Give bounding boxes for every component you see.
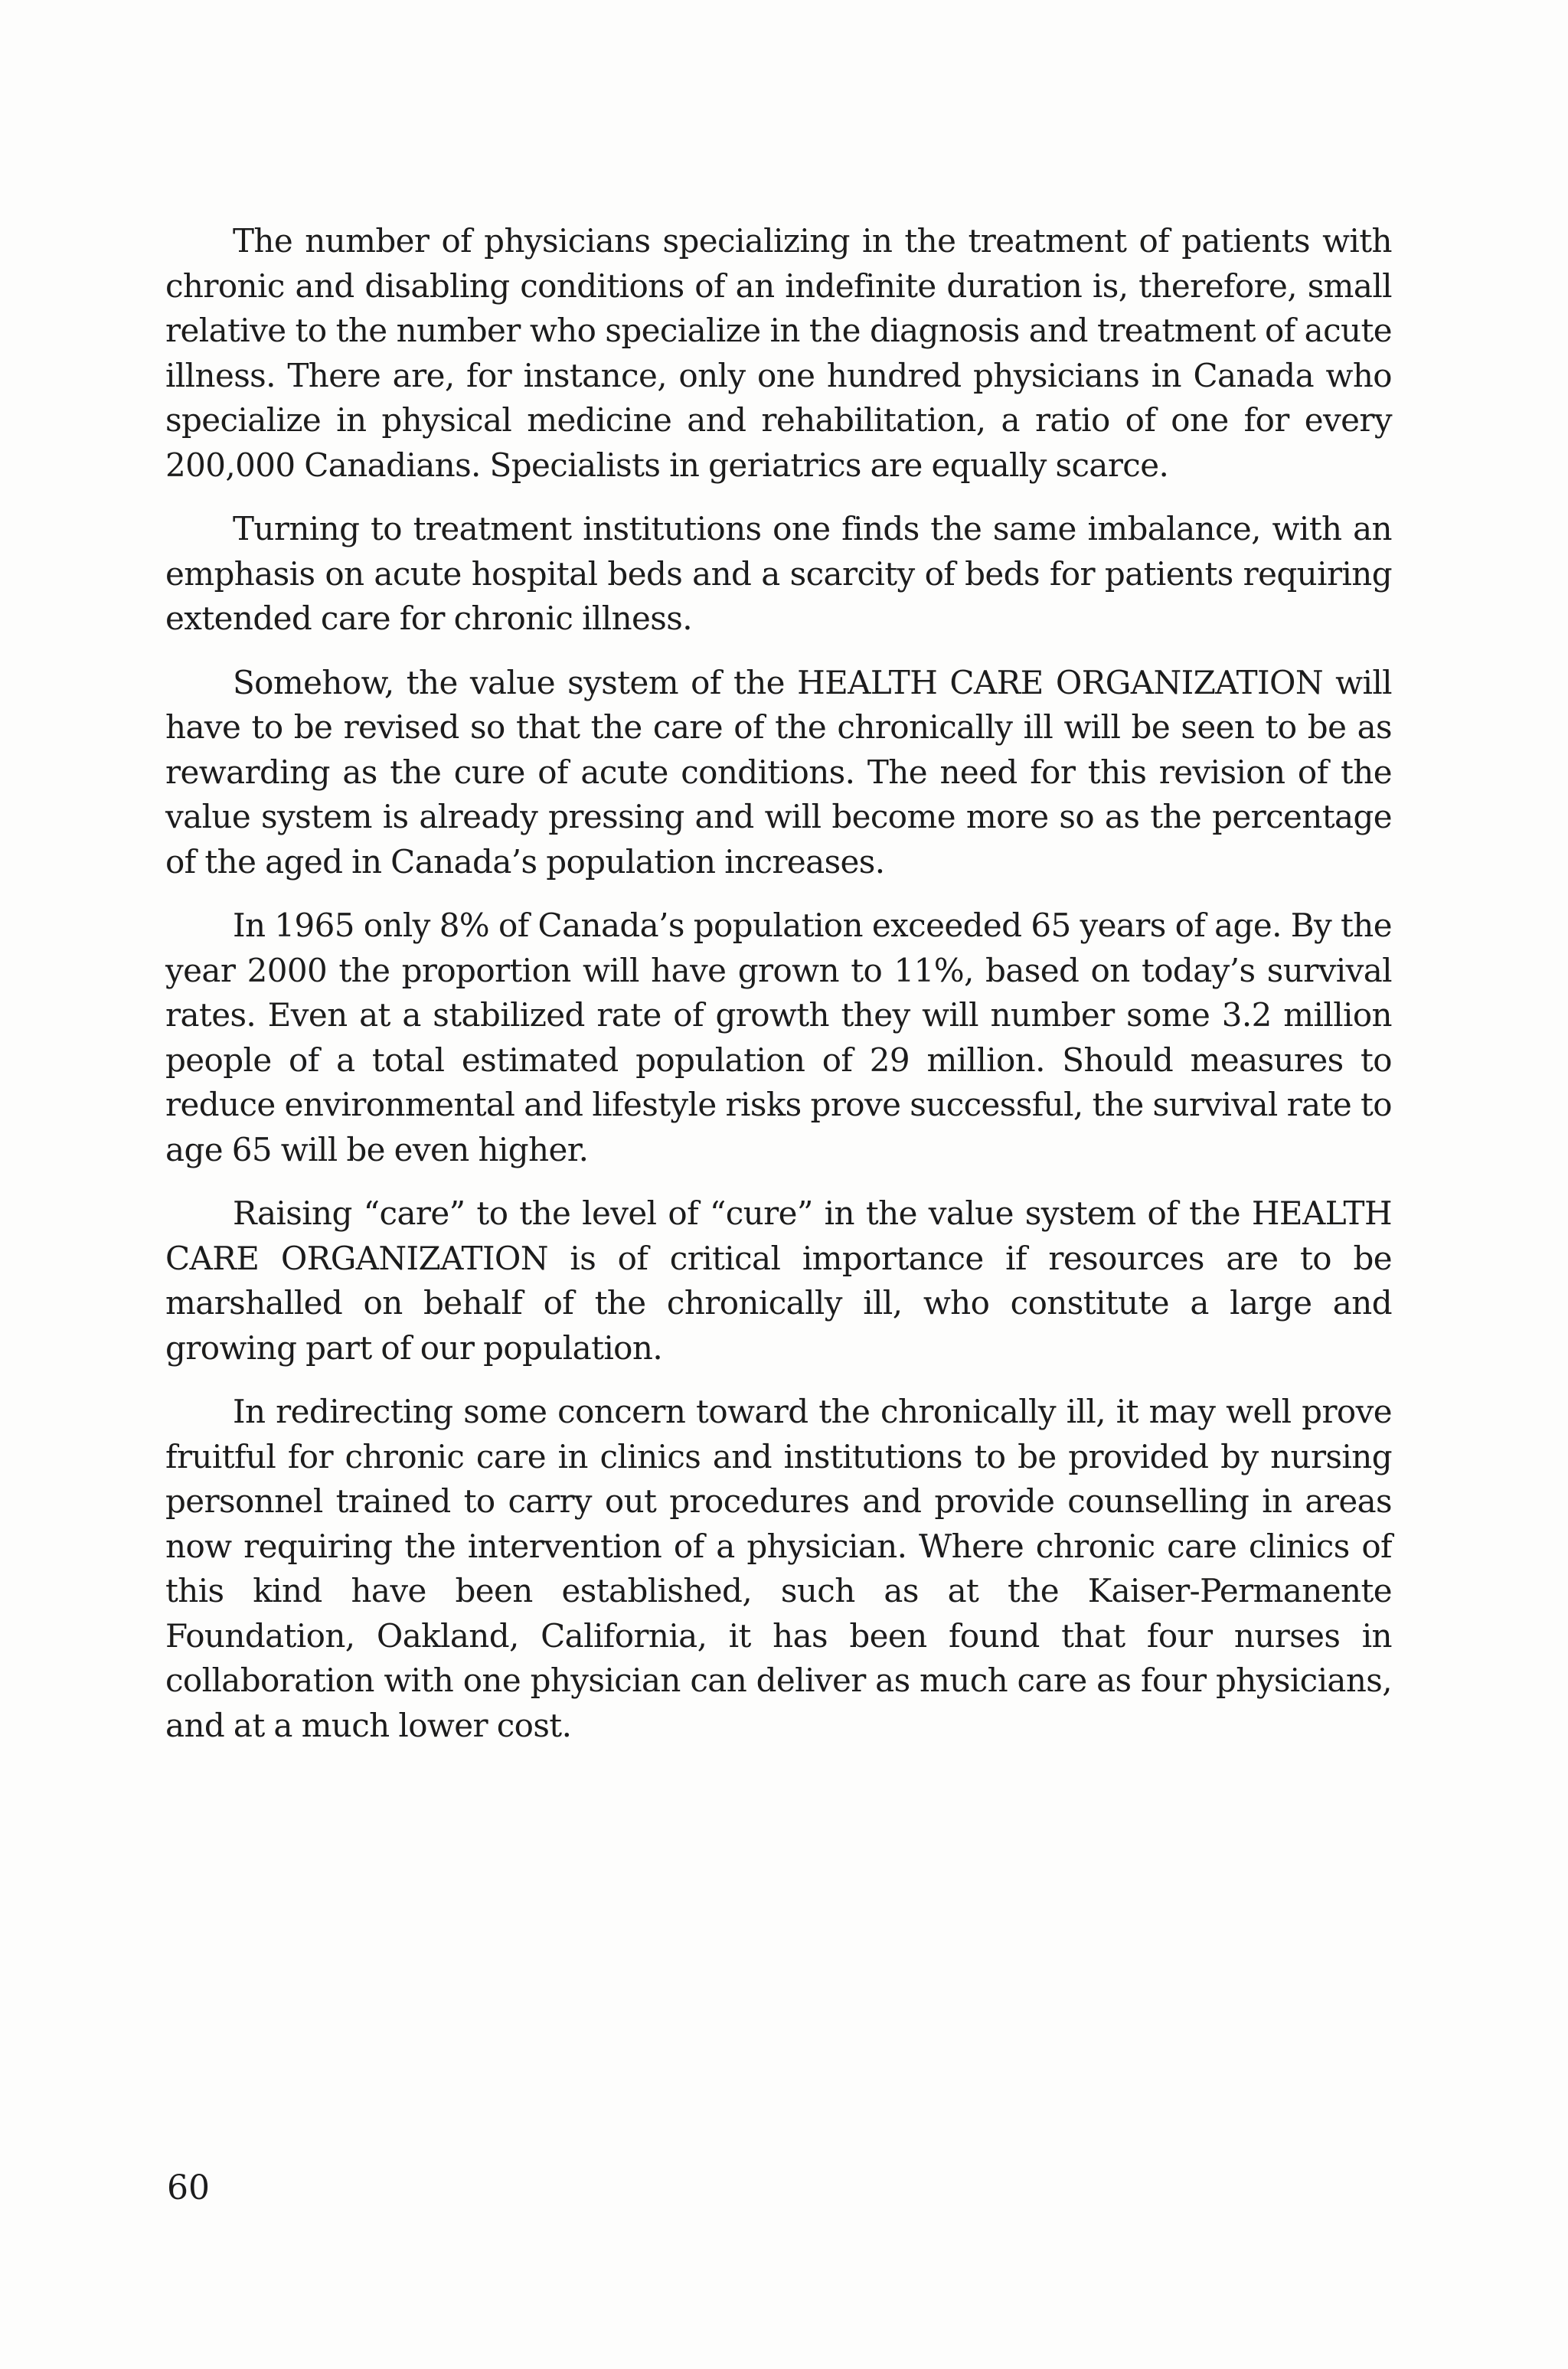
paragraph-2: Turning to treatment institutions one finds the same imbalance, with an emphasis on acute hospital beds and a scarcity of beds for patients requiring extended care for chronic illness.: [165, 510, 1392, 637]
body-text: [165, 219, 1392, 1767]
page-number: 60: [167, 2168, 210, 2207]
paragraph-3: Somehow, the value system of the HEALTH CARE ORGANIZATION will have to be revised so that the care of the chronically ill will be seen to be as rewarding as the cure of acute conditions. The need for this revision of the value system is already pressing and will become more so as the percentage of the aged in Canada’s population increases.: [165, 663, 1392, 881]
paragraph-1: The number of physicians specializing in the treatment of patients with chronic and disabling conditions of an indefinite duration is, therefore, small relative to the number who specialize in the diagnosis and treatment of acute illness. There are, for instance, only one hundred physicians in Canada who specialize in physical medicine and rehabilitation, a ratio of one for every 200,000 Canadians. Specialists in geriatrics are equally scarce.: [165, 222, 1392, 484]
paragraph-6: In redirecting some concern toward the chronically ill, it may well prove fruitful for chronic care in clinics and institutions to be provided by nursing personnel trained to carry out procedures and provide counselling in areas now requiring the intervention of a physician. Where chronic care clinics of this kind have been established, such as at the Kaiser-Permanente Foundation, Oakland, California, it has been found that four nurses in collaboration with one physician can deliver as much care as four physicians, and at a much lower cost.: [165, 1393, 1392, 1744]
paragraph-4: In 1965 only 8% of Canada’s population exceeded 65 years of age. By the year 2000 the proportion will have grown to 11%, based on today’s survival rates. Even at a stabilized rate of growth they will number some 3.2 million people of a total estimated population of 29 million. Should measures to reduce environmental and lifestyle risks prove successful, the survival rate to age 65 will be even higher.: [165, 907, 1392, 1168]
paragraph-5: Raising “care” to the level of “cure” in the value system of the HEALTH CARE ORGANIZATION is of critical importance if resources are to be marshalled on behalf of the chronically ill, who constitute a large and growing part of our population.: [165, 1194, 1392, 1367]
